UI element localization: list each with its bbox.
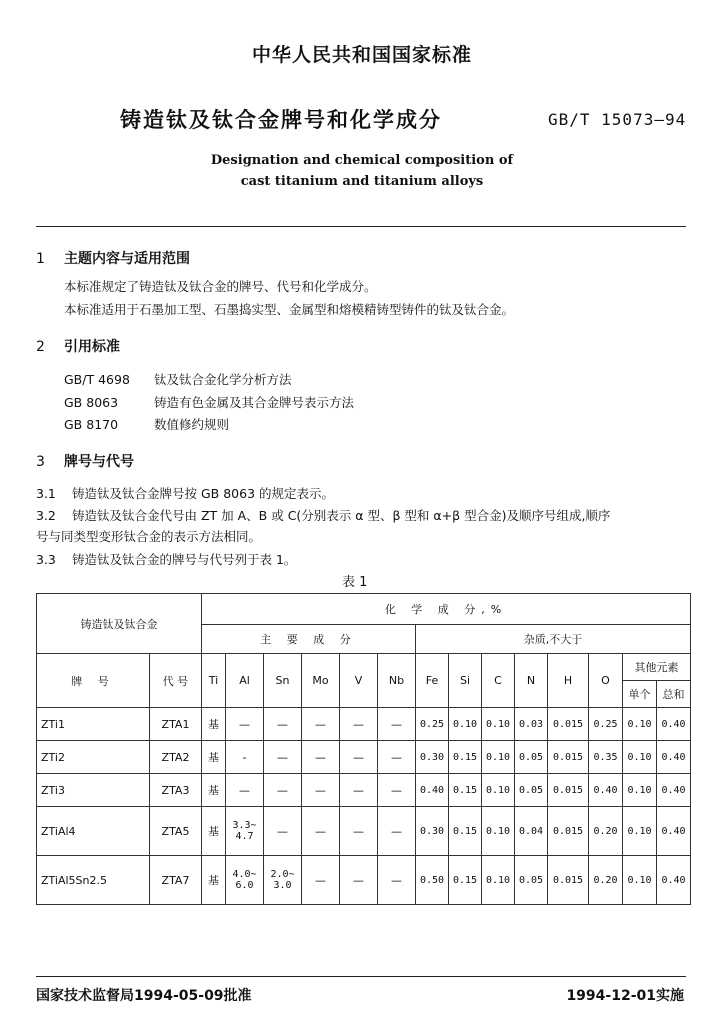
cell-si: 0.15 (449, 856, 482, 905)
cell-sn: — (264, 807, 302, 856)
section-1-paragraph-2: 本标准适用于石墨加工型、石墨捣实型、金属型和熔模精铸型铸件的钛及钛合金。 (64, 302, 515, 317)
table-row (37, 741, 691, 774)
clause-number: 3.3 (36, 552, 56, 567)
cell-nb: — (378, 774, 416, 807)
header-element: C (482, 654, 515, 708)
cell-mo: — (302, 708, 340, 741)
clause-text: 铸造钛及钛合金牌号按 GB 8063 的规定表示。 (72, 486, 334, 501)
cell-grade: ZTiAl5Sn2.5 (37, 856, 150, 905)
approval-date: 国家技术监督局1994-05-09批准 (36, 988, 252, 1004)
standard-code: GB/T 15073—94 (548, 110, 687, 129)
cell-grade: ZTi1 (37, 708, 150, 741)
document-title-en (0, 150, 724, 192)
cell-si: 0.10 (449, 708, 482, 741)
section-1-paragraph-1: 本标准规定了铸造钛及钛合金的牌号、代号和化学成分。 (64, 279, 377, 294)
section-1-heading (36, 248, 190, 268)
range-high: 3.0 (273, 880, 292, 891)
cell-ti: 基 (202, 807, 226, 856)
table-row (37, 856, 691, 905)
reference-code: GB/T 4698 (64, 372, 130, 387)
header-grade: 牌 号 (37, 654, 150, 708)
cell-al: — (226, 708, 264, 741)
cell-other-single: 0.10 (623, 807, 657, 856)
header-chemical-composition: 化 学 成 分,% (202, 594, 691, 625)
cell-c: 0.10 (482, 741, 515, 774)
reference-item (64, 415, 229, 433)
cell-h: 0.015 (548, 807, 589, 856)
table-row (37, 807, 691, 856)
standard-org-title: 中华人民共和国国家标准 (251, 44, 472, 66)
reference-item (64, 393, 354, 411)
cell-si: 0.15 (449, 807, 482, 856)
clause-number: 3.1 (36, 486, 56, 501)
header-total: 总和 (657, 681, 691, 708)
cell-grade: ZTi3 (37, 774, 150, 807)
reference-code: GB 8063 (64, 395, 119, 410)
cell-n: 0.04 (515, 807, 548, 856)
cell-other-total: 0.40 (657, 741, 691, 774)
table-row (37, 774, 691, 807)
clause-number: 3.2 (36, 508, 56, 523)
cell-code: ZTA3 (150, 774, 202, 807)
cell-h: 0.015 (548, 708, 589, 741)
header-element: Nb (378, 654, 416, 708)
cell-h: 0.015 (548, 856, 589, 905)
clause-3-2 (36, 506, 610, 524)
cell-other-single: 0.10 (623, 856, 657, 905)
cell-o: 0.40 (589, 774, 623, 807)
composition-table (36, 593, 691, 905)
range-low: 4.0~ (232, 869, 257, 880)
cell-v: — (340, 807, 378, 856)
section-number: 2 (36, 339, 45, 355)
cell-al (226, 856, 264, 905)
clause-3-2-continued: 号与同类型变形钛合金的表示方法相同。 (36, 529, 262, 544)
cell-c: 0.10 (482, 774, 515, 807)
header-element: Ti (202, 654, 226, 708)
header-rule (36, 226, 686, 227)
clause-3-3 (36, 550, 296, 568)
cell-nb: — (378, 708, 416, 741)
cell-sn: — (264, 741, 302, 774)
cell-c: 0.10 (482, 708, 515, 741)
table-caption: 表 1 (342, 575, 368, 590)
header-impurities: 杂质,不大于 (416, 625, 691, 654)
header-single: 单个 (623, 681, 657, 708)
cell-al: - (226, 741, 264, 774)
cell-mo: — (302, 774, 340, 807)
cell-ti: 基 (202, 708, 226, 741)
header-element: Mo (302, 654, 340, 708)
header-element: Si (449, 654, 482, 708)
cell-other-single: 0.10 (623, 708, 657, 741)
effective-date: 1994-12-01实施 (566, 988, 684, 1004)
range-high: 4.7 (235, 831, 254, 842)
header-element: V (340, 654, 378, 708)
header-main-components: 主 要 成 分 (202, 625, 416, 654)
cell-mo: — (302, 741, 340, 774)
section-number: 3 (36, 454, 45, 470)
footer-rule (36, 976, 686, 977)
clause-text: 铸造钛及钛合金的牌号与代号列于表 1。 (72, 552, 297, 567)
cell-fe: 0.30 (416, 807, 449, 856)
cell-fe: 0.30 (416, 741, 449, 774)
cell-h: 0.015 (548, 741, 589, 774)
header-element: H (548, 654, 589, 708)
cell-n: 0.03 (515, 708, 548, 741)
cell-ti: 基 (202, 856, 226, 905)
cell-v: — (340, 774, 378, 807)
cell-al (226, 807, 264, 856)
cell-ti: 基 (202, 741, 226, 774)
header-code: 代 号 (150, 654, 202, 708)
section-title: 引用标准 (64, 339, 120, 355)
cell-code: ZTA7 (150, 856, 202, 905)
cell-other-total: 0.40 (657, 807, 691, 856)
cell-mo: — (302, 807, 340, 856)
header-element: Al (226, 654, 264, 708)
cell-v: — (340, 856, 378, 905)
reference-code: GB 8170 (64, 417, 119, 432)
cell-al: — (226, 774, 264, 807)
cell-other-total: 0.40 (657, 708, 691, 741)
cell-fe: 0.25 (416, 708, 449, 741)
cell-code: ZTA2 (150, 741, 202, 774)
cell-sn: — (264, 708, 302, 741)
reference-item (64, 370, 292, 388)
reference-text: 铸造有色金属及其合金牌号表示方法 (154, 395, 355, 410)
range-high: 6.0 (235, 880, 254, 891)
section-2-heading (36, 336, 120, 356)
header-element: O (589, 654, 623, 708)
cell-fe: 0.50 (416, 856, 449, 905)
cell-si: 0.15 (449, 774, 482, 807)
reference-text: 数值修约规则 (154, 417, 230, 432)
header-other-elements: 其他元素 (623, 654, 691, 681)
cell-sn: — (264, 774, 302, 807)
section-3-heading (36, 451, 134, 471)
cell-grade: ZTi2 (37, 741, 150, 774)
cell-n: 0.05 (515, 774, 548, 807)
cell-v: — (340, 741, 378, 774)
cell-h: 0.015 (548, 774, 589, 807)
cell-other-total: 0.40 (657, 774, 691, 807)
clause-3-1 (36, 484, 334, 502)
clause-text: 铸造钛及钛合金代号由 ZT 加 A、B 或 C(分别表示 α 型、β 型和 α+β 型合金)及顺序号组成,顺序 (72, 508, 611, 523)
cell-other-total: 0.40 (657, 856, 691, 905)
section-title: 主题内容与适用范围 (64, 251, 190, 267)
cell-o: 0.20 (589, 807, 623, 856)
cell-code: ZTA5 (150, 807, 202, 856)
header-alloy-group: 铸造钛及钛合金 (37, 594, 202, 654)
header-element: N (515, 654, 548, 708)
cell-si: 0.15 (449, 741, 482, 774)
cell-other-single: 0.10 (623, 741, 657, 774)
cell-o: 0.20 (589, 856, 623, 905)
header-element: Fe (416, 654, 449, 708)
cell-grade: ZTiAl4 (37, 807, 150, 856)
range-low: 3.3~ (232, 820, 257, 831)
section-number: 1 (36, 251, 45, 267)
section-title: 牌号与代号 (64, 454, 134, 470)
cell-nb: — (378, 807, 416, 856)
header-element: Sn (264, 654, 302, 708)
table-row (37, 708, 691, 741)
cell-sn (264, 856, 302, 905)
range-low: 2.0~ (270, 869, 295, 880)
cell-fe: 0.40 (416, 774, 449, 807)
cell-o: 0.25 (589, 708, 623, 741)
cell-n: 0.05 (515, 741, 548, 774)
cell-other-single: 0.10 (623, 774, 657, 807)
cell-c: 0.10 (482, 807, 515, 856)
cell-n: 0.05 (515, 856, 548, 905)
cell-nb: — (378, 856, 416, 905)
cell-v: — (340, 708, 378, 741)
cell-o: 0.35 (589, 741, 623, 774)
reference-text: 钛及钛合金化学分析方法 (154, 372, 292, 387)
document-title-cn: 铸造钛及钛合金牌号和化学成分 (120, 108, 442, 132)
cell-c: 0.10 (482, 856, 515, 905)
cell-code: ZTA1 (150, 708, 202, 741)
cell-mo: — (302, 856, 340, 905)
title-en-line2: cast titanium and titanium alloys (240, 174, 484, 189)
cell-ti: 基 (202, 774, 226, 807)
title-en-line1: Designation and chemical composition of (210, 153, 514, 168)
cell-nb: — (378, 741, 416, 774)
